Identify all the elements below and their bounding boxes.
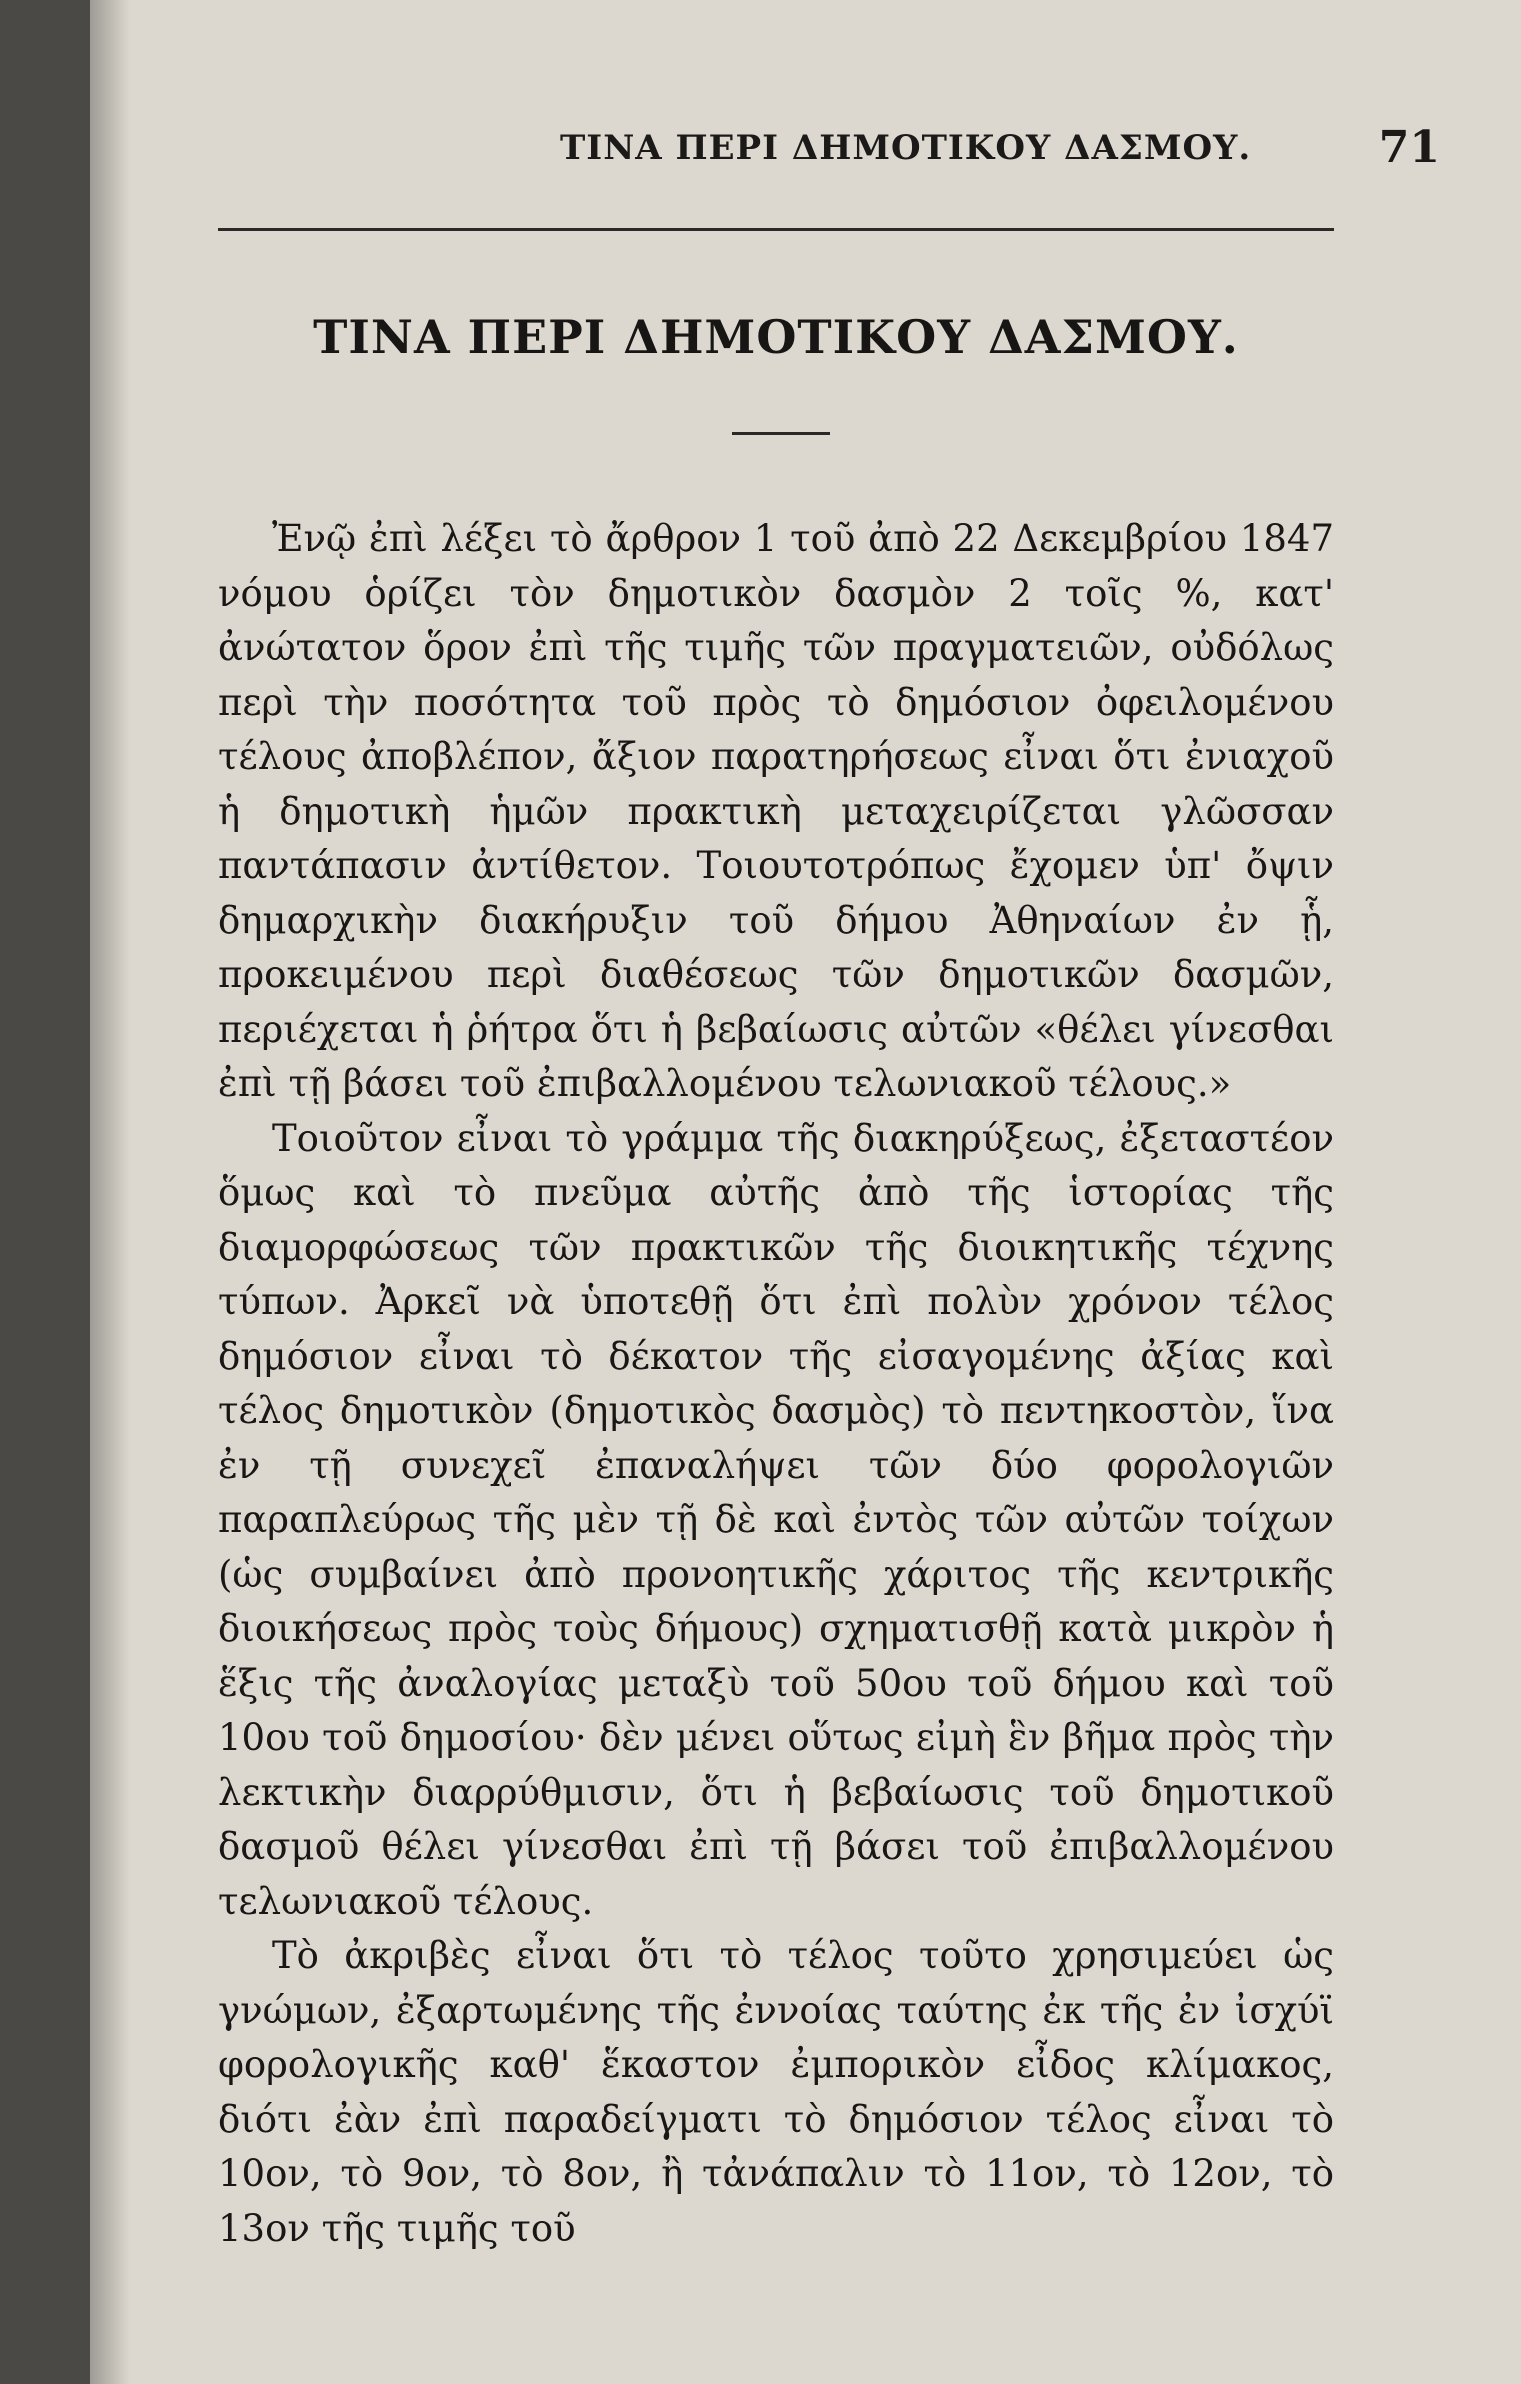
header-rule [218, 228, 1334, 231]
running-head-title: ΤΙΝΑ ΠΕΡΙ ΔΗΜΟΤΙΚΟΥ ΔΑΣΜΟΥ. [560, 128, 1252, 168]
paragraph-3: Τὸ ἀκριβὲς εἶναι ὅτι τὸ τέλος τοῦτο χρησιμεύει ὡς γνώμων, ἐξαρτωμένης τῆς ἐννοίας ταύτης ἐκ τῆς ἐν ἰσχύϊ φορολογικῆς καθ' ἕκαστον ἐμπορικὸν εἶδος κλίμακος, διότι ἐὰν ἐπὶ παραδείγματι τὸ δημόσιον τέλος εἶναι τὸ 10ον, τὸ 9ον, τὸ 8ον, ἢ τἀνάπαλιν τὸ 11ον, τὸ 12ον, τὸ 13ον τῆς τιμῆς τοῦ [218, 1934, 1334, 2250]
chapter-title: ΤΙΝΑ ΠΕΡΙ ΔΗΜΟΤΙΚΟΥ ΔΑΣΜΟΥ. [313, 310, 1239, 364]
page-number: 71 [1378, 122, 1440, 173]
book-page [90, 0, 1521, 2384]
spine-shadow [90, 0, 130, 2384]
title-underline [732, 432, 830, 435]
paragraph-1: Ἐνῷ ἐπὶ λέξει τὸ ἄρθρον 1 τοῦ ἀπὸ 22 Δεκεμβρίου 1847 νόμου ὁρίζει τὸν δημοτικὸν δασμὸν 2 τοῖς %, κατ' ἀνώτατον ὅρον ἐπὶ τῆς τιμῆς τῶν πραγματειῶν, οὐδόλως περὶ τὴν ποσότητα τοῦ πρὸς τὸ δημόσιον ὀφειλομένου τέλους ἀποβλέπον, ἄξιον παρατηρήσεως εἶναι ὅτι ἐνιαχοῦ ἡ δημοτικὴ ἡμῶν πρακτικὴ μεταχειρίζεται γλῶσσαν παντάπασιν ἀντίθετον. Τοιουτοτρόπως ἔχομεν ὑπ' ὄψιν δημαρχικὴν διακήρυξιν τοῦ δήμου Ἀθηναίων ἐν ᾗ, προκειμένου περὶ διαθέσεως τῶν δημοτικῶν δασμῶν, περιέχεται ἡ ῥήτρα ὅτι ἡ βεβαίωσις αὐτῶν «θέλει γίνεσθαι ἐπὶ τῇ βάσει τοῦ ἐπιβαλλομένου τελωνιακοῦ τέλους.» [218, 517, 1334, 1105]
body-text [218, 512, 1334, 2256]
paragraph-2: Τοιοῦτον εἶναι τὸ γράμμα τῆς διακηρύξεως, ἐξεταστέον ὅμως καὶ τὸ πνεῦμα αὐτῆς ἀπὸ τῆς ἱστορίας τῆς διαμορφώσεως τῶν πρακτικῶν τῆς διοικητικῆς τέχνης τύπων. Ἀρκεῖ νὰ ὑποτεθῇ ὅτι ἐπὶ πολὺν χρόνον τέλος δημόσιον εἶναι τὸ δέκατον τῆς εἰσαγομένης ἀξίας καὶ τέλος δημοτικὸν (δημοτικὸς δασμὸς) τὸ πεντηκοστὸν, ἵνα ἐν τῇ συνεχεῖ ἐπαναλήψει τῶν δύο φορολογιῶν παραπλεύρως τῆς μὲν τῇ δὲ καὶ ἐντὸς τῶν αὐτῶν τοίχων (ὡς συμβαίνει ἀπὸ προνοητικῆς χάριτος τῆς κεντρικῆς διοικήσεως πρὸς τοὺς δήμους) σχηματισθῇ κατὰ μικρὸν ἡ ἕξις τῆς ἀναλογίας μεταξὺ τοῦ 50ου τοῦ δήμου καὶ τοῦ 10ου τοῦ δημοσίου· δὲν μένει οὕτως εἰμὴ ἓν βῆμα πρὸς τὴν λεκτικὴν διαρρύθμισιν, ὅτι ἡ βεβαίωσις τοῦ δημοτικοῦ δασμοῦ θέλει γίνεσθαι ἐπὶ τῇ βάσει τοῦ ἐπιβαλλομένου τελωνιακοῦ τέλους. [218, 1116, 1334, 1923]
running-head [210, 122, 1440, 188]
